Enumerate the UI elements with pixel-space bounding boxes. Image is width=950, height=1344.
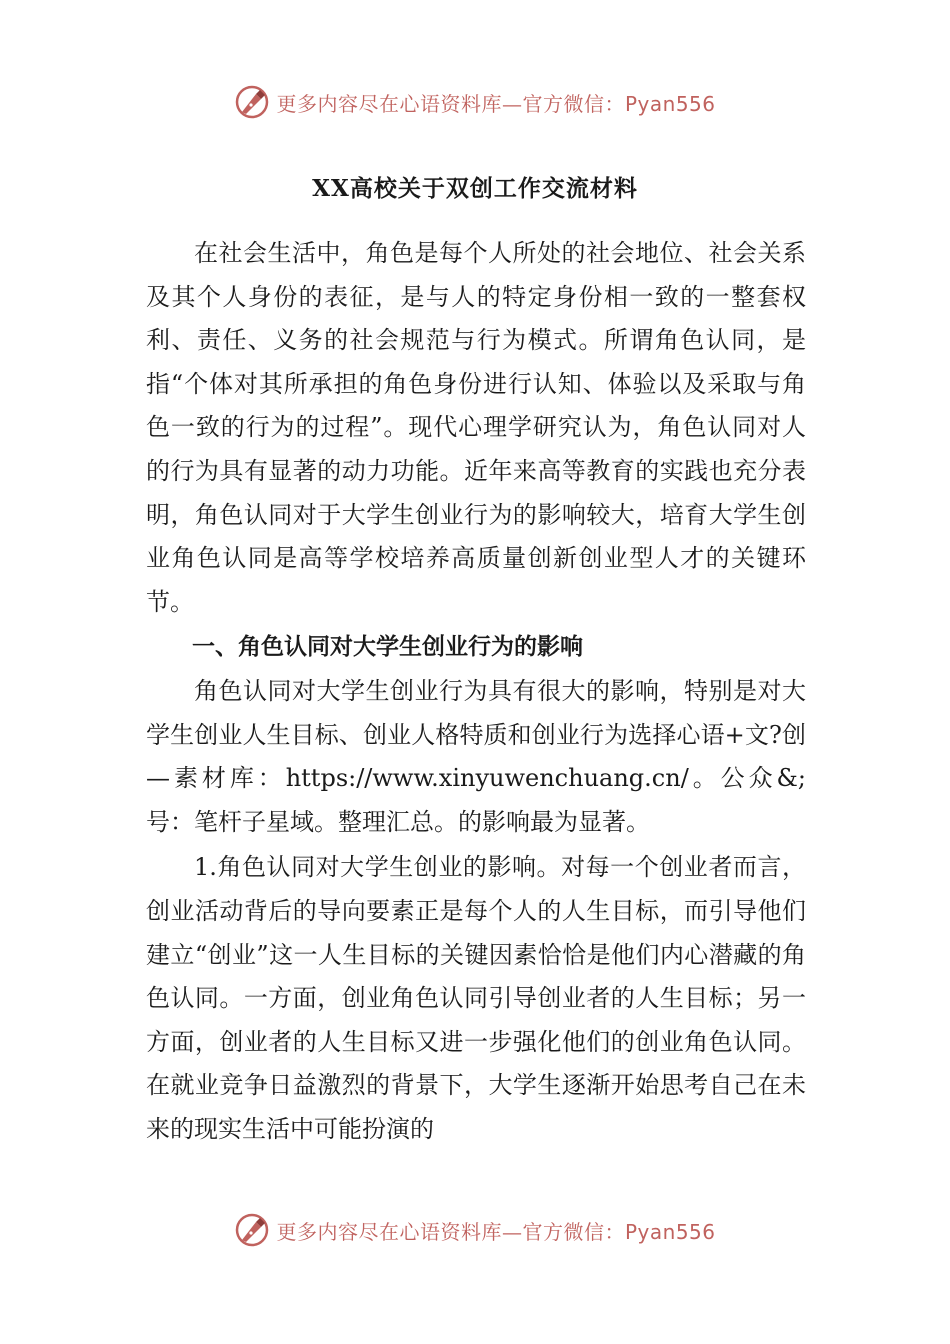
banner-text: 更多内容尽在心语资料库—官方微信：Pyan556 <box>276 1219 716 1244</box>
header-watermark-banner <box>0 82 950 122</box>
document-body <box>146 232 806 1151</box>
pen-nib-circle-icon <box>234 84 270 120</box>
paragraph-intro: 在社会生活中，角色是每个人所处的社会地位、社会关系及其个人身份的表征，是与人的特定身份相一致的一整套权利、责任、义务的社会规范与行为模式。所谓角色认同，是指“个体对其所承担的角色身份进行认知、体验以及采取与角色一致的行为的过程”。现代心理学研究认为，角色认同对人的行为具有显著的动力功能。近年来高等教育的实践也充分表明，角色认同对于大学生创业行为的影响较大，培育大学生创业角色认同是高等学校培养高质量创新创业型人才的关键环节。 <box>146 239 806 616</box>
wechat-id: Pyan556 <box>624 1219 716 1244</box>
paragraph-point-1: 1.角色认同对大学生创业的影响。对每一个创业者而言，创业活动背后的导向要素正是每个人的人生目标，而引导他们建立“创业”这一人生目标的关键因素恰恰是他们内心潜藏的角色认同。一方面，创业角色认同引导创业者的人生目标；另一方面，创业者的人生目标又进一步强化他们的创业角色认同。在就业竞争日益激烈的背景下，大学生逐渐开始思考自己在未来的现实生活中可能扮演的 <box>146 853 806 1143</box>
section-heading-1: 一、角色认同对大学生创业行为的影响 <box>192 634 583 661</box>
wechat-id: Pyan556 <box>624 91 716 116</box>
paragraph-section-1: 角色认同对大学生创业行为具有很大的影响，特别是对大学生创业人生目标、创业人格特质和创业行为选择心语+文?创—素材库：https://www.xinyuwenchuang.cn/。公众&;号：笔杆子星域。整理汇总。的影响最为显著。 <box>146 676 806 836</box>
banner-text: 更多内容尽在心语资料库—官方微信：Pyan556 <box>276 91 716 116</box>
document-title: XX高校关于双创工作交流材料 <box>312 175 638 202</box>
pen-nib-circle-icon <box>234 1212 270 1248</box>
footer-watermark-banner <box>0 1210 950 1250</box>
